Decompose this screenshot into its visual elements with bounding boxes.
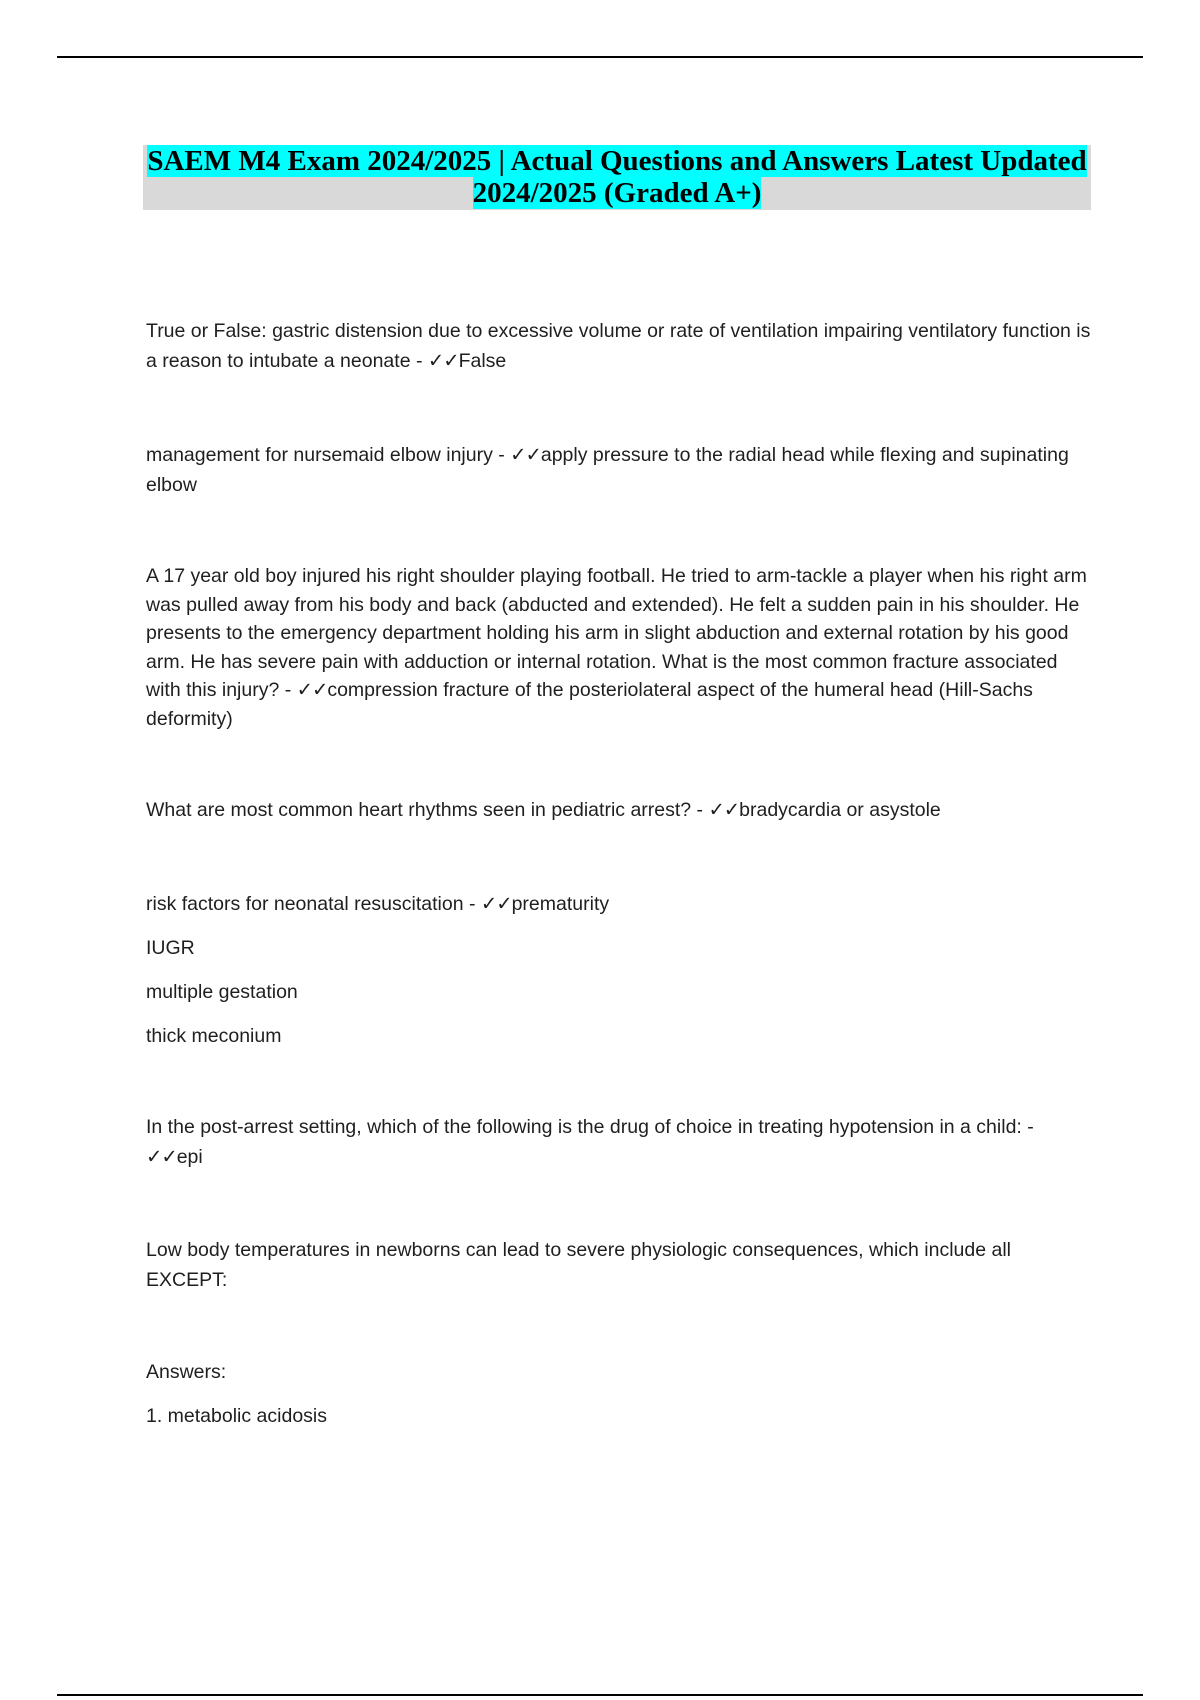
- answer-continuation-line: multiple gestation: [146, 981, 298, 1003]
- qa-item-7: [146, 1235, 1091, 1295]
- qa-item-3: [146, 562, 1091, 733]
- qa-item-5: [146, 889, 1091, 919]
- question-text: A 17 year old boy injured his right shoulder playing football. He tried to arm-tackle a player when his right arm was pulled away from his body and back (abducted and extended). He felt a sudden pain in his shoulder. He presents to the emergency department holding his arm in slight abduction and external rotation by his good arm. He has severe pain with adduction or internal rotation. What is the most common fracture associated with this injury? -: [146, 565, 1087, 701]
- question-text: What are most common heart rhythms seen in pediatric arrest? -: [146, 799, 709, 821]
- answer-check-icon: ✓✓: [427, 350, 459, 372]
- question-text: risk factors for neonatal resuscitation -: [146, 893, 481, 915]
- answer-text: prematurity: [511, 893, 610, 915]
- document-title: [143, 145, 1091, 210]
- answer-option-1: 1. metabolic acidosis: [146, 1405, 328, 1427]
- footer-rule: [57, 1694, 1143, 1696]
- qa-item-2: [146, 440, 1091, 500]
- answer-text: apply pressure to the radial head while flexing and supinating elbow: [146, 444, 1069, 496]
- question-text: In the post-arrest setting, which of the following is the drug of choice in treating hypotension in a child: -: [146, 1116, 1034, 1138]
- question-text: management for nursemaid elbow injury -: [146, 444, 511, 466]
- answer-check-icon: ✓✓: [510, 444, 541, 466]
- answer-continuation-line: thick meconium: [146, 1025, 282, 1047]
- title-line-1: SAEM M4 Exam 2024/2025 | Actual Questions and Answers Latest Updated: [147, 145, 1087, 177]
- answer-check-icon: ✓✓: [480, 893, 512, 915]
- answer-text: compression fracture of the posteriolateral aspect of the humeral head (Hill-Sachs deformity): [146, 679, 1033, 730]
- qa-item-4: [146, 795, 1091, 825]
- answer-continuation-line: IUGR: [146, 937, 195, 959]
- answers-label: Answers:: [146, 1361, 227, 1383]
- answer-text: False: [458, 350, 507, 372]
- qa-item-1: [146, 316, 1091, 376]
- answer-text: epi: [176, 1146, 203, 1168]
- document-body: [146, 316, 1091, 1431]
- header-rule: [57, 56, 1143, 58]
- qa-item-6: [146, 1112, 1091, 1172]
- answer-check-icon: ✓✓: [708, 799, 740, 821]
- question-text: True or False: gastric distension due to excessive volume or rate of ventilation impairing ventilatory function is a reason to intubate a neonate -: [146, 320, 1091, 372]
- answer-check-icon: ✓✓: [146, 1146, 177, 1168]
- answer-check-icon: ✓✓: [296, 679, 328, 701]
- answer-text: bradycardia or asystole: [739, 799, 941, 821]
- question-text: Low body temperatures in newborns can lead to severe physiologic consequences, which include all EXCEPT:: [146, 1239, 1012, 1291]
- title-line-2: 2024/2025 (Graded A+): [472, 177, 762, 209]
